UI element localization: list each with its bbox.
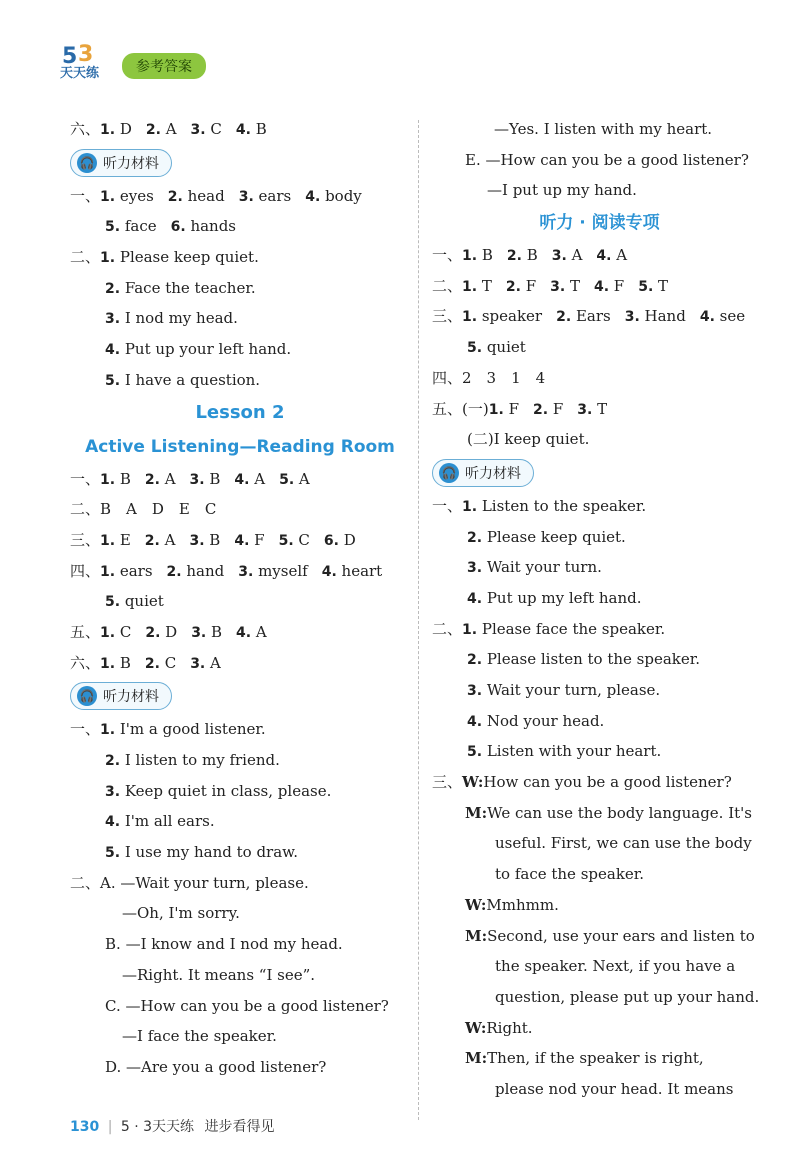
item-answer: see: [714, 307, 746, 326]
conversation-block: [432, 767, 767, 1105]
item-text: Face the teacher.: [120, 278, 256, 297]
item-answer: C: [115, 622, 132, 641]
dialog-text: —Are you a good listener?: [126, 1057, 327, 1076]
item-answer: B: [115, 653, 131, 672]
conversation-line: [432, 951, 800, 982]
item-number: 2.: [506, 248, 522, 265]
item-number: 3.: [189, 532, 205, 549]
answer-row: [70, 211, 410, 242]
dialog-block: [70, 868, 410, 1083]
section-title: 听力 · 阅读专项: [539, 213, 660, 234]
item-answer: eyes: [115, 186, 154, 205]
item-number: 4.: [467, 713, 483, 730]
answer-row: 五、1. C 2. D 3. B 4. A: [70, 622, 267, 641]
item-answer: A: [611, 246, 628, 265]
item-answer: B: [206, 622, 223, 641]
section-prefix: 二、: [432, 619, 463, 638]
item-answer: A: [294, 469, 310, 488]
dialog-letter: C.: [105, 996, 126, 1015]
dialog-line: —Yes. I listen with my heart.: [494, 120, 713, 138]
item-number: 2.: [144, 471, 160, 488]
column-divider: [418, 120, 419, 1120]
item-number: 4.: [699, 309, 715, 326]
headphones-icon: 🎧: [77, 153, 97, 173]
item-answer: C: [293, 530, 310, 549]
answer-row: 六、1. D 2. A 3. C 4. B: [70, 120, 267, 138]
dialog-text: —Wait your turn, please.: [120, 873, 309, 892]
item-number: 5.: [467, 340, 483, 357]
item-number: 5.: [467, 744, 483, 761]
item-text: Put up your left hand.: [120, 340, 292, 359]
item-number: 2.: [145, 624, 161, 641]
brand-logo: 5 3 天天练: [60, 42, 100, 81]
answer-block: [70, 714, 410, 867]
answer-row: 一、1. B 2. A 3. B 4. A 5. A: [70, 469, 310, 488]
answer-key-badge: 参考答案: [122, 53, 206, 79]
item-answer: E: [115, 530, 131, 549]
page-number: 130: [70, 1119, 100, 1135]
item-number: 2.: [144, 655, 160, 672]
item-text: Please keep quiet.: [115, 248, 259, 267]
item-answer: T: [592, 399, 608, 418]
item-number: 1.: [462, 498, 478, 515]
speaker-label: M:: [465, 926, 488, 945]
speaker-label: M:: [465, 1049, 488, 1068]
lesson-subtitle: Active Listening—Reading Room: [85, 436, 395, 457]
section-prefix: 二、: [70, 248, 101, 267]
item-answer: Ears: [571, 307, 611, 326]
section-prefix: 一、: [432, 496, 463, 515]
conversation-line: [432, 828, 800, 859]
dialog-block: [432, 145, 767, 206]
dialog-letter: E.: [465, 150, 486, 169]
listening-material-tag: 🎧 听力材料: [70, 149, 172, 177]
answer-row: 四、2 3 1 4: [432, 368, 546, 387]
item-number: 1.: [100, 722, 116, 739]
item-text: Listen to the speaker.: [477, 496, 647, 515]
conversation-line: [432, 982, 800, 1013]
item-text: Wait your turn.: [482, 558, 602, 577]
right-column: [432, 114, 767, 1105]
item-number: 3.: [238, 188, 254, 205]
headphones-icon: 🎧: [77, 686, 97, 706]
conversation-line: [432, 798, 793, 829]
conversation-line: [432, 1043, 793, 1074]
item-text: I have a question.: [120, 370, 261, 389]
item-number: 3.: [550, 278, 566, 295]
item-answer: T: [477, 276, 492, 295]
item-number: 2.: [166, 563, 182, 580]
section-prefix: 二、: [70, 873, 101, 892]
header: [60, 42, 206, 84]
conversation-line: [432, 1074, 800, 1105]
item-number: 1.: [100, 655, 116, 672]
item-number: 1.: [100, 471, 116, 488]
item-number: 5.: [279, 471, 295, 488]
item-number: 5.: [105, 845, 121, 862]
item-answer: D: [160, 622, 178, 641]
item-number: 4.: [321, 563, 337, 580]
answer-line: [70, 745, 410, 776]
answer-row: 一、1. eyes 2. head 3. ears 4. body: [70, 186, 362, 205]
item-number: 3.: [467, 683, 483, 699]
speech-text: We can use the body language. It's: [487, 803, 752, 822]
answer-line: [432, 644, 767, 675]
item-number: 5.: [278, 532, 294, 549]
item-number: 2.: [105, 753, 121, 769]
answer-row: 三、1. E 2. A 3. B 4. F 5. C 6. D: [70, 530, 356, 549]
item-answer: Hand: [639, 307, 686, 326]
item-text: Keep quiet in class, please.: [120, 781, 332, 800]
item-number: 2.: [467, 529, 483, 546]
item-number: 2.: [556, 309, 572, 326]
section-prefix: 一、: [70, 720, 101, 739]
item-answer: F: [249, 530, 265, 549]
item-answer: face: [120, 217, 157, 236]
dialog-letter: A.: [100, 873, 121, 892]
speech-text: please nod your head. It means: [495, 1079, 734, 1098]
item-number: 1.: [462, 309, 478, 326]
item-answer: quiet: [120, 592, 164, 611]
answer-line: [70, 714, 410, 745]
item-number: 2.: [105, 280, 121, 297]
item-answer: B: [477, 246, 493, 265]
item-number: 2.: [144, 532, 160, 549]
item-answer: speaker: [477, 307, 543, 326]
answer-line: [432, 736, 767, 767]
answer-line: [70, 273, 410, 304]
item-answer: B: [204, 469, 221, 488]
item-number: 1.: [100, 188, 116, 205]
item-answer: ears: [115, 561, 153, 580]
item-number: 4.: [105, 814, 121, 831]
item-text: I listen to my friend.: [120, 751, 280, 769]
item-answer: F: [548, 399, 564, 418]
answer-line: [70, 303, 410, 334]
answer-line: [70, 365, 410, 396]
item-number: 2.: [505, 278, 521, 295]
answer-row: 二、B A D E C: [70, 500, 217, 519]
dialog-line: —I face the speaker.: [122, 1027, 277, 1046]
item-number: 1.: [100, 563, 116, 580]
item-number: 4.: [305, 188, 321, 205]
dialog-line: [70, 929, 410, 960]
item-answer: head: [182, 186, 225, 205]
item-answer: D: [338, 530, 356, 549]
speech-text: How can you be a good listener?: [483, 773, 732, 792]
speech-text: Right.: [486, 1018, 533, 1037]
speech-text: Then, if the speaker is right,: [487, 1049, 704, 1068]
dialog-line: [70, 991, 410, 1022]
item-answer: C: [159, 653, 177, 672]
item-number: 2.: [532, 401, 549, 418]
dialog-text: —How can you be a good listener?: [125, 996, 389, 1015]
item-number: 6.: [323, 532, 339, 549]
item-number: 4.: [467, 590, 483, 607]
item-answer: A: [205, 653, 221, 672]
item-text: I use my hand to draw.: [120, 843, 298, 862]
item-number: 4.: [105, 342, 121, 359]
item-number: 6.: [170, 219, 186, 236]
item-answer: A: [160, 120, 177, 138]
item-number: 5.: [638, 278, 654, 295]
item-answer: quiet: [482, 338, 526, 357]
item-answer: hands: [185, 217, 237, 236]
item-number: 4.: [596, 248, 612, 265]
item-number: 3.: [105, 783, 121, 800]
item-answer: F: [609, 276, 625, 295]
speech-text: useful. First, we can use the body: [495, 834, 752, 853]
speech-text: Mmhmm.: [486, 895, 559, 914]
item-number: 2.: [167, 188, 183, 205]
item-text: I'm all ears.: [120, 812, 215, 831]
item-number: 3.: [105, 311, 121, 328]
item-number: 4.: [234, 471, 250, 488]
item-number: 5.: [105, 372, 121, 389]
dialog-line: [70, 1052, 410, 1083]
item-text: Please keep quiet.: [482, 527, 626, 546]
conversation-line: [432, 890, 793, 921]
conversation-line: [432, 1013, 793, 1044]
item-number: 2.: [467, 652, 483, 669]
section-prefix: 三、: [432, 773, 463, 792]
item-text: Listen with your heart.: [482, 742, 662, 761]
item-number: 3.: [189, 471, 205, 488]
item-answer: B: [250, 120, 267, 138]
item-answer: F: [520, 276, 537, 295]
answer-row: 六、1. B 2. C 3. A: [70, 653, 221, 672]
item-number: 3.: [551, 248, 567, 265]
dialog-letter: B.: [105, 935, 126, 954]
answer-row: 四、1. ears 2. hand 3. myself 4. heart: [70, 561, 383, 580]
dialog-line: —Oh, I'm sorry.: [122, 904, 240, 923]
listening-material-tag: 🎧 听力材料: [70, 682, 172, 710]
item-number: 3.: [467, 560, 483, 577]
item-answer: B: [115, 469, 131, 488]
answer-row: 一、1. B 2. B 3. A 4. A: [432, 246, 628, 265]
item-number: 4.: [236, 624, 252, 641]
answer-line: [432, 675, 767, 706]
item-number: 3.: [624, 309, 640, 326]
item-number: 5.: [105, 594, 121, 611]
item-number: 3.: [577, 401, 593, 418]
dialog-line: [70, 868, 410, 899]
answer-line: [432, 491, 767, 522]
item-text: Put up my left hand.: [482, 588, 642, 607]
answer-row: 二、1. T 2. F 3. T 4. F 5. T: [432, 276, 669, 295]
item-answer: A: [566, 246, 583, 265]
item-number: 1.: [462, 278, 478, 295]
left-column: [70, 114, 410, 1083]
answer-line: [70, 776, 410, 807]
dialog-line: —I put up my hand.: [487, 181, 637, 200]
lesson-title: Lesson 2: [195, 401, 285, 423]
answer-block: [432, 614, 767, 767]
item-number: 4.: [234, 532, 250, 549]
headphones-icon: 🎧: [439, 463, 459, 483]
answer-row: 五、(一)1. F 2. F 3. T: [432, 399, 608, 418]
speech-text: Second, use your ears and listen to: [487, 926, 755, 945]
item-answer: D: [115, 120, 132, 138]
item-number: 2.: [145, 122, 161, 138]
item-text: Please face the speaker.: [477, 619, 666, 638]
item-answer: B: [521, 246, 538, 265]
speaker-label: W:: [462, 773, 484, 792]
item-text: Wait your turn, please.: [482, 681, 661, 699]
item-answer: myself: [253, 561, 308, 580]
speaker-label: M:: [465, 803, 488, 822]
answer-row: [432, 332, 767, 363]
conversation-line: [432, 921, 793, 952]
item-number: 3.: [190, 655, 206, 672]
conversation-line: [432, 767, 760, 798]
answer-line: [432, 614, 767, 645]
item-answer: A: [159, 530, 176, 549]
dialog-line: —Right. It means “I see”.: [122, 965, 316, 984]
answer-block: [432, 491, 767, 614]
dialog-text: —I know and I nod my head.: [125, 935, 343, 954]
item-text: I nod my head.: [120, 309, 238, 328]
dialog-text: —How can you be a good listener?: [485, 150, 749, 169]
item-number: 1.: [462, 248, 478, 265]
item-number: 1.: [488, 401, 504, 418]
page-footer: [70, 1116, 274, 1136]
item-answer: hand: [181, 561, 225, 580]
item-answer: B: [204, 530, 221, 549]
item-number: 4.: [593, 278, 610, 295]
item-answer: A: [249, 469, 266, 488]
answer-line: [432, 522, 767, 553]
item-number: 4.: [235, 122, 251, 138]
item-number: 3.: [190, 122, 206, 138]
footer-brand: 5 · 3天天练: [120, 1119, 195, 1135]
item-answer: T: [565, 276, 580, 295]
item-answer: ears: [253, 186, 292, 205]
speech-text: the speaker. Next, if you have a: [495, 957, 736, 976]
item-number: 5.: [105, 219, 121, 236]
speech-text: question, please put up your hand.: [495, 987, 760, 1006]
item-answer: F: [503, 399, 519, 418]
answer-block: [70, 242, 410, 395]
answer-row: [70, 586, 410, 617]
item-number: 3.: [238, 563, 254, 580]
listening-material-tag: 🎧 听力材料: [432, 459, 534, 487]
item-answer: body: [320, 186, 362, 205]
item-answer: heart: [336, 561, 383, 580]
item-number: 1.: [462, 621, 478, 638]
footer-slogan: 进步看得见: [204, 1119, 275, 1135]
conversation-line: [432, 859, 800, 890]
answer-line: [70, 837, 410, 868]
answer-line: [432, 583, 767, 614]
answer-line: [70, 334, 410, 365]
speech-text: to face the speaker.: [495, 865, 645, 884]
answer-line: [432, 552, 767, 583]
item-number: 1.: [100, 122, 116, 138]
item-number: 3.: [191, 624, 207, 641]
item-answer: A: [159, 469, 176, 488]
item-answer: C: [205, 120, 222, 138]
answer-line: [432, 706, 767, 737]
item-answer: A: [251, 622, 267, 641]
speaker-label: W:: [465, 895, 487, 914]
item-text: Please listen to the speaker.: [482, 650, 701, 669]
answer-line: [70, 242, 410, 273]
item-answer: T: [653, 276, 669, 295]
footer-separator: |: [107, 1119, 113, 1135]
dialog-letter: D.: [105, 1057, 127, 1076]
item-text: Nod your head.: [482, 711, 605, 730]
item-number: 1.: [100, 250, 116, 267]
speaker-label: W:: [465, 1018, 487, 1037]
answer-row: 三、1. speaker 2. Ears 3. Hand 4. see: [432, 307, 746, 326]
dialog-line: [432, 145, 767, 176]
answer-row: (二)I keep quiet.: [467, 430, 590, 449]
item-number: 1.: [100, 532, 116, 549]
item-number: 1.: [100, 624, 116, 641]
answer-line: [70, 806, 410, 837]
item-text: I'm a good listener.: [115, 720, 266, 739]
